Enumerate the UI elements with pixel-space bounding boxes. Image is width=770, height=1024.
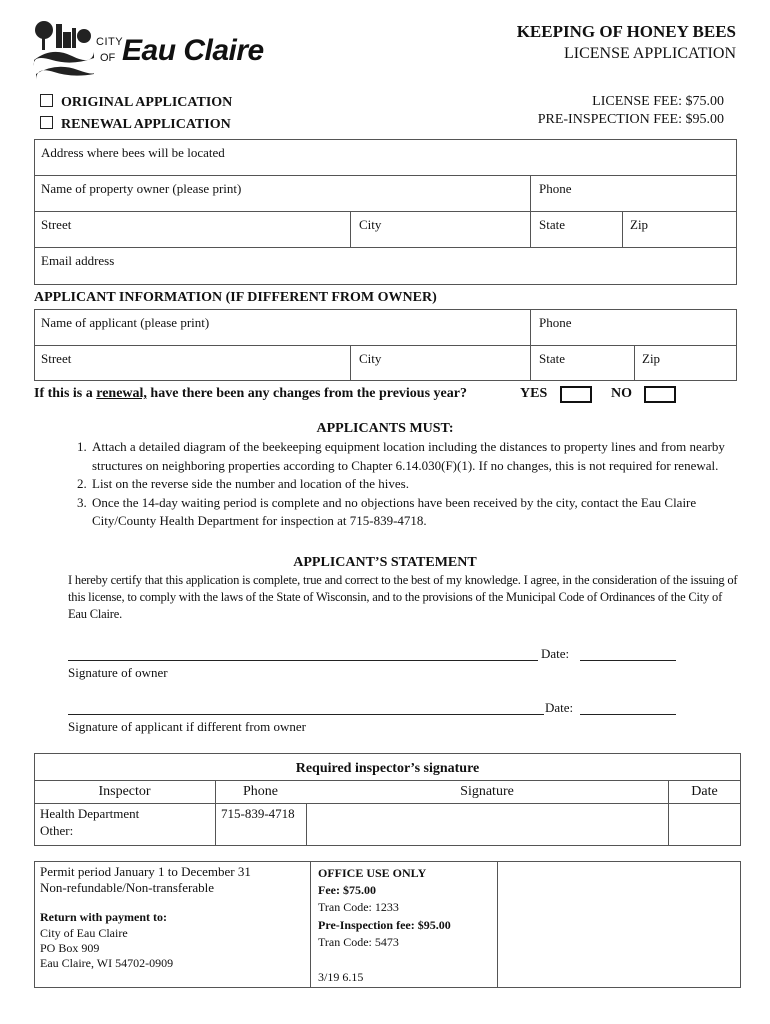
- bee-address-input[interactable]: [40, 158, 730, 174]
- inspector-table-title: Required inspector’s signature: [295, 761, 480, 776]
- owner-state-input[interactable]: [538, 230, 618, 246]
- inspector-phone: 715-839-4718: [221, 806, 295, 821]
- non-refundable: Non-refundable/Non-transferable: [40, 880, 214, 895]
- owner-city-label: City: [359, 217, 382, 232]
- list-item: 2. List on the reverse side the number and location of the hives.: [90, 475, 738, 494]
- original-label: ORIGINAL APPLICATION: [61, 95, 233, 110]
- applicant-signature-line[interactable]: [68, 714, 544, 715]
- applicants-must-list: [68, 438, 738, 531]
- applicants-must-heading: APPLICANTS MUST:: [316, 421, 454, 436]
- owner-signature-line[interactable]: [68, 660, 538, 661]
- applicant-state-label: State: [539, 351, 565, 366]
- renewal-question-suffix: have there been any changes from the previous year?: [146, 386, 467, 401]
- applicant-state-input[interactable]: [538, 364, 630, 380]
- owner-date-label: Date:: [541, 646, 570, 661]
- logo-of-text: OF: [100, 52, 116, 64]
- list-item: 3. Once the 14-day waiting period is complete and no objections have been received by the city, contact the Eau Claire City/County Health Department for inspection at 715-839-4718.: [90, 494, 738, 531]
- owner-name-label: Name of property owner (please print): [41, 181, 242, 196]
- owner-city-input[interactable]: [358, 230, 526, 246]
- applicant-zip-input[interactable]: [642, 364, 734, 380]
- owner-name-input[interactable]: [40, 194, 525, 210]
- logo-name: Eau Claire: [122, 34, 264, 67]
- inspector-header: Inspector: [98, 784, 151, 799]
- owner-street-label: Street: [41, 217, 72, 232]
- preinspection-fee: PRE-INSPECTION FEE: $95.00: [537, 112, 724, 127]
- return-heading: Return with payment to:: [40, 910, 167, 924]
- owner-phone-label: Phone: [539, 181, 572, 196]
- office-use-heading: OFFICE USE ONLY: [318, 866, 427, 880]
- phone-header: Phone: [243, 784, 278, 799]
- statement-text: I hereby certify that this application is complete, true and correct to the best of my knowledge. I agree, in the consideration of the issuing of this license, to comply with the laws of the State of Wisconsin, and to the provisions of the Municipal Code of Ordinances of the City of Eau Claire.: [68, 573, 738, 621]
- return-address-line: Eau Claire, WI 54702-0909: [40, 956, 174, 970]
- owner-phone-input[interactable]: [538, 194, 733, 210]
- renewal-application-option[interactable]: [40, 116, 231, 133]
- office-tran-code-1: Tran Code: 1233: [318, 900, 399, 914]
- yes-checkbox[interactable]: [560, 386, 592, 403]
- date-header: Date: [691, 784, 718, 799]
- applicant-street-label: Street: [41, 351, 72, 366]
- renewal-changes-question: [34, 386, 467, 402]
- original-application-option[interactable]: [40, 94, 232, 111]
- signature-header: Signature: [460, 784, 514, 799]
- applicant-date-line[interactable]: [580, 714, 676, 715]
- city-skyline-icon: [32, 16, 94, 82]
- office-fee: Fee: $75.00: [318, 883, 376, 897]
- applicant-date-label: Date:: [545, 700, 574, 715]
- owner-zip-input[interactable]: [630, 230, 734, 246]
- return-address-line: City of Eau Claire: [40, 926, 128, 940]
- form-subtitle: LICENSE APPLICATION: [563, 45, 736, 62]
- applicant-street-input[interactable]: [40, 364, 345, 380]
- renewal-label: RENEWAL APPLICATION: [61, 117, 231, 132]
- office-tran-code-2: Tran Code: 5473: [318, 935, 399, 949]
- original-checkbox[interactable]: [40, 94, 53, 107]
- bee-address-label: Address where bees will be located: [41, 145, 225, 160]
- owner-signature-label: Signature of owner: [68, 665, 168, 680]
- owner-street-input[interactable]: [40, 230, 345, 246]
- logo-city-text: CITY: [96, 36, 124, 48]
- renewal-question-underlined: renewal,: [96, 386, 147, 401]
- form-title: KEEPING OF HONEY BEES: [516, 22, 736, 41]
- office-preinspection-fee: Pre-Inspection fee: $95.00: [318, 918, 451, 932]
- inspector-other: Other:: [40, 823, 74, 838]
- applicant-zip-label: Zip: [642, 351, 661, 366]
- renewal-question-prefix: If this is a: [34, 386, 97, 401]
- applicant-city-input[interactable]: [358, 364, 526, 380]
- owner-state-label: State: [539, 217, 565, 232]
- revision-code: 3/19 6.15: [318, 970, 364, 984]
- inspector-health-department: Health Department: [40, 806, 140, 821]
- applicant-signature-label: Signature of applicant if different from owner: [68, 719, 307, 734]
- return-address-line: PO Box 909: [40, 941, 100, 955]
- owner-zip-label: Zip: [630, 217, 649, 232]
- applicant-phone-input[interactable]: [538, 328, 733, 344]
- applicant-name-input[interactable]: [40, 328, 525, 344]
- yes-label: YES: [520, 386, 548, 401]
- no-label: NO: [611, 386, 632, 401]
- applicant-name-label: Name of applicant (please print): [41, 315, 210, 330]
- statement-heading: APPLICANT’S STATEMENT: [293, 555, 477, 570]
- applicant-phone-label: Phone: [539, 315, 572, 330]
- list-item: 1. Attach a detailed diagram of the beekeeping equipment location including the distances to property lines and from nearby structures on neighboring properties according to Chapter 6.14.030(F)(1). If no changes, this is not required for renewal.: [90, 438, 738, 475]
- renewal-checkbox[interactable]: [40, 116, 53, 129]
- city-logo: [32, 16, 287, 86]
- owner-email-input[interactable]: [40, 266, 730, 282]
- applicant-heading: APPLICANT INFORMATION (IF DIFFERENT FROM OWNER): [34, 290, 437, 305]
- license-fee: LICENSE FEE: $75.00: [592, 94, 724, 109]
- permit-period: Permit period January 1 to December 31: [40, 864, 251, 879]
- owner-email-label: Email address: [41, 253, 115, 268]
- no-checkbox[interactable]: [644, 386, 676, 403]
- owner-date-line[interactable]: [580, 660, 676, 661]
- applicant-city-label: City: [359, 351, 382, 366]
